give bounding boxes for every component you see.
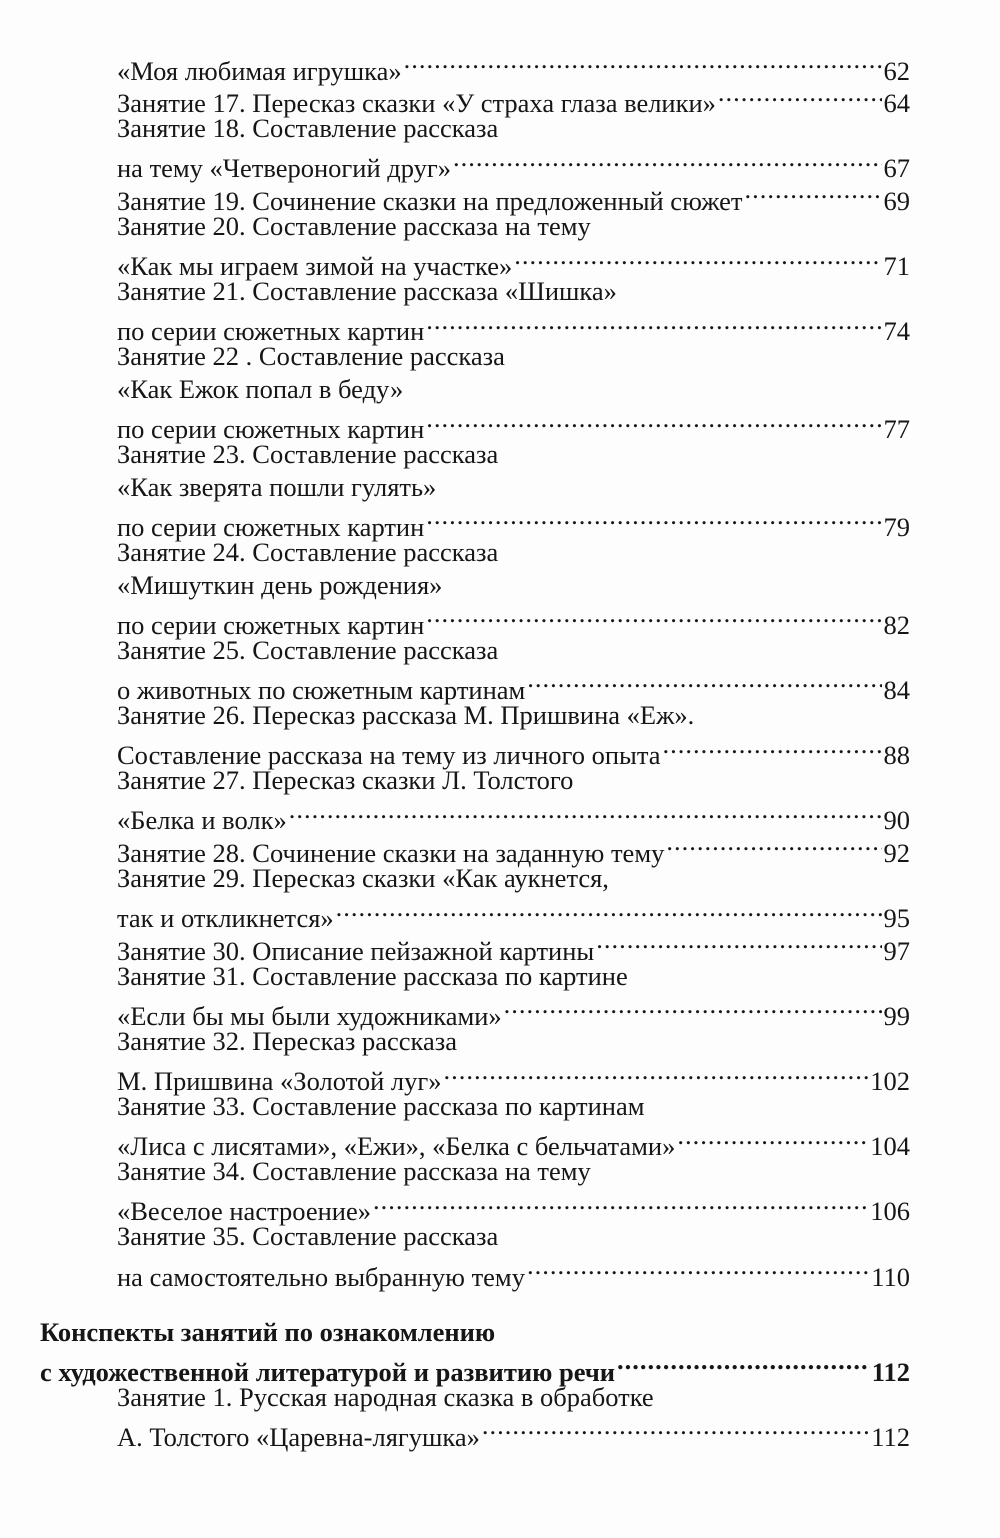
dot-leader [504, 992, 882, 1025]
toc-entry-line [40, 340, 910, 373]
toc-entry-line [40, 1123, 910, 1162]
toc-entry-title: Составление рассказа на тему из личного опыта [117, 740, 661, 771]
toc-entry-line [40, 536, 910, 569]
toc-entry-title: Конспекты занятий по ознакомлению [40, 1316, 496, 1347]
dot-leader [718, 80, 882, 113]
toc-page-number: 92 [883, 837, 910, 868]
dot-leader [745, 177, 882, 210]
toc-entry-title: Занятие 34. Составление рассказа на тему [117, 1156, 591, 1187]
toc-entry-title: на самостоятельно выбранную тему [117, 1261, 525, 1292]
dot-leader [289, 797, 882, 830]
dot-leader [373, 1188, 868, 1221]
toc-page-number: 62 [883, 55, 910, 86]
toc-page-number: 106 [870, 1196, 910, 1227]
toc-entry-line [40, 634, 910, 667]
toc-entry-line [40, 1057, 910, 1096]
toc-entry-title: Занятие 20. Составление рассказа на тему [117, 210, 591, 241]
toc-page-number: 67 [883, 153, 910, 184]
toc-entry-title: «Мишуткин день рождения» [117, 569, 443, 600]
toc-entry-line [40, 1253, 910, 1292]
toc-entry-title: Занятие 32. Пересказ рассказа [117, 1025, 457, 1056]
dot-leader [426, 308, 881, 341]
toc-page-number: 69 [883, 185, 910, 216]
toc-entry-title: по серии сюжетных картин [117, 609, 425, 640]
toc-entry-line [40, 1188, 910, 1227]
toc-entry-title: на тему «Четвероногий друг» [117, 153, 452, 184]
dot-leader [596, 927, 881, 960]
dot-leader [482, 1413, 869, 1446]
dot-leader [404, 47, 882, 80]
dot-leader [527, 666, 881, 699]
toc-page-number: 99 [883, 1000, 910, 1031]
toc-entry-title: Занятие 31. Составление рассказа по картине [117, 960, 628, 991]
toc-entry-line [40, 894, 910, 934]
toc-entry-line [40, 797, 910, 836]
toc-entry-title: «Лиса с лисятами», «Ежи», «Белка с бельчатами» [117, 1131, 676, 1162]
dot-leader [426, 406, 881, 439]
toc-entry-title: Занятие 26. Пересказ рассказа М. Пришвина «Еж». [117, 699, 695, 730]
toc-page-number: 74 [883, 316, 910, 347]
toc-entry-title: «Как Ежок попал в беду» [117, 373, 404, 404]
toc-entry-title: «Как мы играем зимой на участке» [117, 251, 513, 282]
dot-leader [426, 503, 881, 536]
toc-entry-line [40, 569, 910, 602]
toc-entry-title: Занятие 22 . Составление рассказа [117, 341, 505, 372]
toc-entry-title: Занятие 24. Составление рассказа [117, 536, 499, 567]
toc-page-number: 79 [883, 511, 910, 542]
toc-entry-title: Занятие 35. Составление рассказа [117, 1221, 499, 1252]
toc-entry-title: Занятие 18. Составление рассказа [117, 113, 499, 144]
toc-entry-line [40, 406, 910, 445]
toc-entry-line [40, 601, 910, 640]
toc-entry-title: по серии сюжетных картин [117, 414, 425, 445]
toc-entry-title: Занятие 23. Составление рассказа [117, 439, 499, 470]
toc-entry-title: «Веселое настроение» [117, 1196, 371, 1227]
dot-leader [336, 894, 882, 927]
toc-entry-line [40, 1381, 910, 1414]
toc-entry-line [40, 503, 910, 542]
toc-entry-title: Занятие 17. Пересказ сказки «У страха глаза велики» [117, 88, 716, 119]
dot-leader [514, 243, 881, 276]
toc-page-number: 77 [883, 414, 910, 445]
toc-page-number: 112 [871, 1356, 910, 1387]
toc-entry-line [40, 438, 910, 471]
toc-entry-line [40, 1155, 910, 1188]
toc-entry-title: Занятие 1. Русская народная сказка в обработке [117, 1381, 654, 1412]
toc-section-line [40, 1316, 910, 1349]
toc-page-number: 102 [870, 1066, 910, 1096]
toc-page-number: 112 [871, 1421, 910, 1452]
dot-leader [426, 601, 881, 634]
toc-entry-title: «Если бы мы были художниками» [117, 1000, 502, 1031]
dot-leader [666, 829, 881, 862]
dot-leader [617, 1348, 870, 1381]
toc-entry-line [40, 666, 910, 705]
toc-page-number: 104 [870, 1131, 910, 1162]
dot-leader [677, 1123, 868, 1156]
toc-entry-title: Занятие 33. Составление рассказа по картинам [117, 1091, 645, 1121]
toc-entry-line [40, 699, 910, 732]
toc-entry-title: по серии сюжетных картин [117, 316, 425, 347]
toc-entry-title: «Моя любимая игрушка» [117, 55, 402, 86]
table-of-contents [40, 47, 910, 1452]
toc-entry-title: Занятие 28. Сочинение сказки на заданную тему [117, 837, 665, 868]
toc-entry-line [40, 960, 910, 993]
toc-section-line [40, 1348, 910, 1387]
toc-entry-line [40, 112, 910, 145]
dot-leader [663, 731, 882, 764]
toc-entry-title: Занятие 21. Составление рассказа «Шишка» [117, 276, 617, 307]
toc-page-number: 95 [883, 903, 910, 934]
toc-entry-title: М. Пришвина «Золотой луг» [117, 1066, 442, 1096]
toc-entry-title: «Как зверята пошли гулять» [117, 471, 437, 502]
toc-entry-title: Занятие 19. Сочинение сказки на предложенный сюжет [117, 185, 743, 216]
toc-entry-line [40, 764, 910, 797]
toc-page-number: 71 [883, 251, 910, 282]
toc-entry-line [40, 47, 910, 86]
toc-entry-line [40, 275, 910, 308]
toc-entry-line [40, 243, 910, 282]
toc-entry-line [40, 1090, 910, 1123]
toc-entry-line [40, 1220, 910, 1253]
toc-page-number: 84 [883, 674, 910, 705]
toc-entry-line [40, 210, 910, 243]
toc-entry-line [40, 731, 910, 771]
toc-page-number: 110 [871, 1261, 910, 1292]
toc-entry-line [40, 373, 910, 406]
toc-page-number: 97 [883, 935, 910, 966]
toc-entry-line [40, 992, 910, 1031]
toc-entry-title: А. Толстого «Царевна-лягушка» [117, 1421, 480, 1452]
toc-entry-line [40, 471, 910, 504]
toc-entry-title: Занятие 30. Описание пейзажной картины [117, 935, 595, 966]
toc-entry-line [40, 1413, 910, 1452]
toc-page-number: 90 [883, 805, 910, 836]
toc-entry-title: Занятие 25. Составление рассказа [117, 634, 499, 665]
toc-page-number: 88 [883, 740, 910, 771]
toc-entry-title: так и откликнется» [117, 903, 334, 934]
dot-leader [443, 1057, 868, 1090]
toc-entry-title: по серии сюжетных картин [117, 511, 425, 542]
toc-page-number: 64 [883, 88, 910, 119]
toc-entry-line [40, 308, 910, 347]
toc-entry-line [40, 145, 910, 184]
toc-entry-title: с художественной литературой и развитию речи [40, 1356, 616, 1387]
toc-entry-line [40, 862, 910, 895]
toc-page-number: 82 [883, 609, 910, 640]
toc-entry-title: о животных по сюжетным картинам [117, 674, 526, 705]
toc-entry-title: Занятие 29. Пересказ сказки «Как аукнется, [117, 862, 609, 893]
dot-leader [527, 1253, 869, 1286]
toc-entry-title: «Белка и волк» [117, 805, 287, 836]
toc-entry-title: Занятие 27. Пересказ сказки Л. Толстого [117, 765, 574, 796]
dot-leader [453, 145, 881, 178]
